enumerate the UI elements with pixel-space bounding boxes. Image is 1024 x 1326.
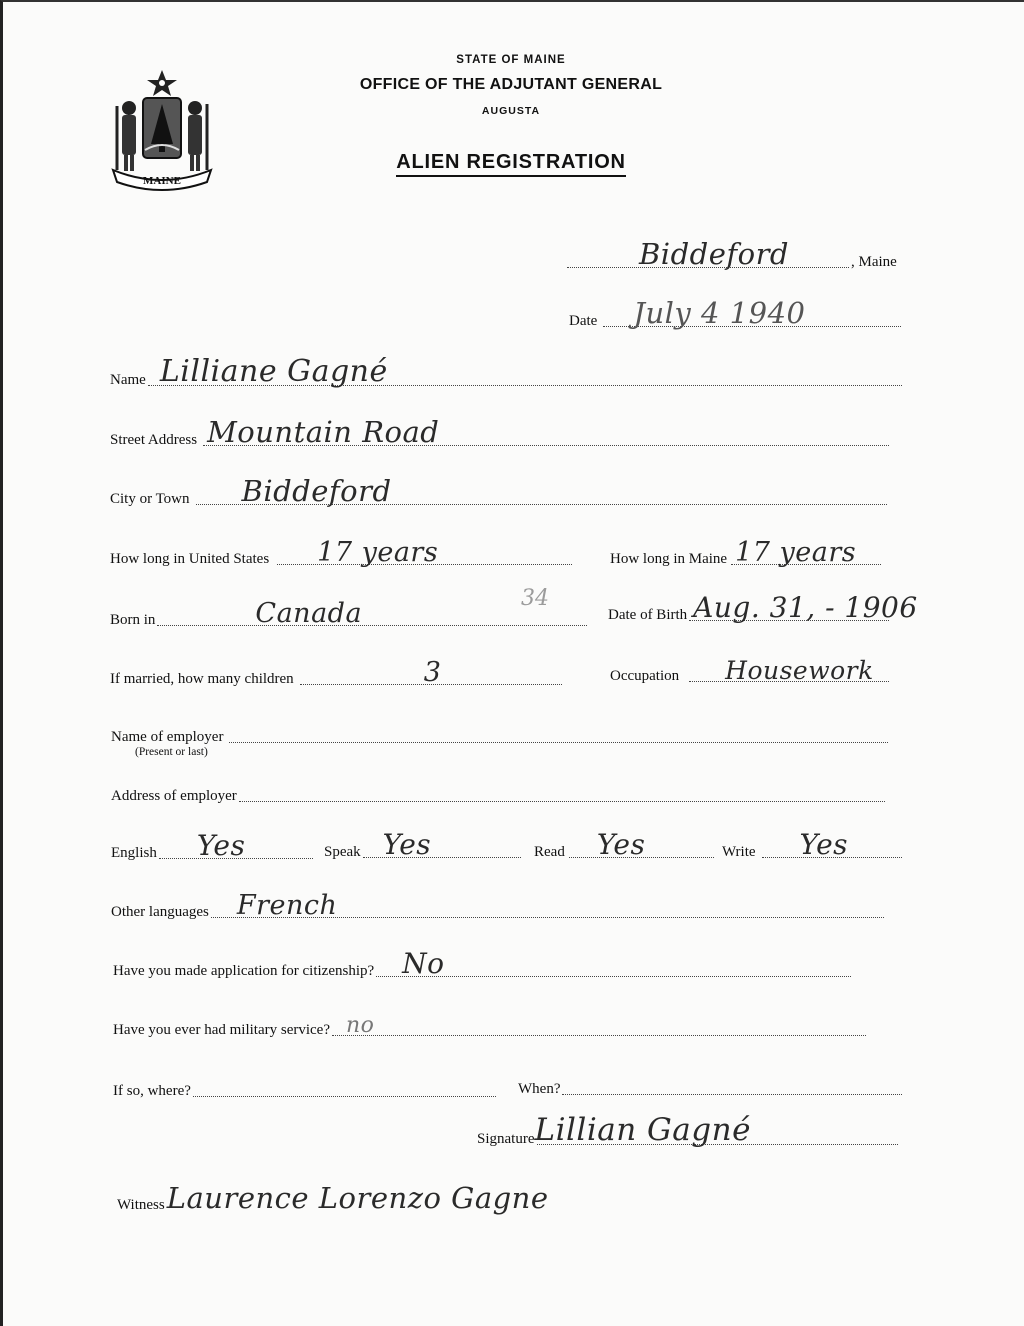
dob-label: Date of Birth <box>608 607 688 623</box>
dob-row <box>608 591 918 624</box>
occupation-row <box>610 656 889 685</box>
employer-sublabel: (Present or last) <box>135 746 208 758</box>
where-line[interactable] <box>193 1095 496 1097</box>
office-name: OFFICE OF THE ADJUTANT GENERAL <box>359 76 663 93</box>
born-in-label: Born in <box>110 612 156 628</box>
years-us-line[interactable] <box>277 537 572 568</box>
form-title: ALIEN REGISTRATION <box>0 151 1023 174</box>
city-row <box>110 474 887 508</box>
write-value: Yes <box>799 828 849 861</box>
years-us-value: 17 years <box>317 537 439 568</box>
read-value: Yes <box>596 828 646 861</box>
read-label: Read <box>534 844 565 860</box>
witness-line[interactable] <box>165 1181 549 1215</box>
signature-label: Signature <box>477 1131 535 1147</box>
write-label: Write <box>722 844 756 860</box>
street-value: Mountain Road <box>207 415 440 449</box>
years-maine-label: How long in Maine <box>610 551 728 567</box>
speak-line[interactable] <box>363 828 521 861</box>
children-label: If married, how many children <box>110 671 294 687</box>
other-languages-label: Other languages <box>111 904 209 920</box>
other-languages-row <box>111 890 884 921</box>
date-value: July 4 1940 <box>633 296 806 330</box>
date-label: Date <box>569 313 598 329</box>
military-label: Have you ever had military service? <box>113 1022 330 1038</box>
when-row <box>518 1082 902 1097</box>
english-label: English <box>111 845 157 861</box>
signature-line[interactable] <box>534 1112 898 1148</box>
where-row <box>113 1084 496 1099</box>
signature-value: Lillian Gagné <box>534 1112 751 1148</box>
employer-address-row <box>111 789 885 804</box>
date-row <box>569 296 901 330</box>
employer-address-line[interactable] <box>239 800 885 802</box>
dob-value: Aug. 31, - 1906 <box>693 591 918 624</box>
occupation-line[interactable] <box>689 656 889 685</box>
occupation-label: Occupation <box>610 668 680 684</box>
city-name: AUGUSTA <box>481 105 541 117</box>
citizenship-value: No <box>402 947 445 980</box>
children-row <box>110 657 562 688</box>
citizenship-line[interactable] <box>376 947 851 980</box>
military-line[interactable] <box>332 1013 866 1038</box>
signature-row <box>477 1112 898 1148</box>
witness-row <box>117 1181 549 1215</box>
born-in-value: Canada <box>255 598 363 629</box>
years-maine-value: 17 years <box>735 537 857 568</box>
employer-row <box>111 730 888 745</box>
speak-row <box>324 828 521 861</box>
speak-value: Yes <box>382 828 432 861</box>
name-label: Name <box>110 372 146 388</box>
children-line[interactable] <box>300 657 562 688</box>
place-line[interactable] <box>567 237 849 271</box>
read-row <box>534 828 714 861</box>
english-line[interactable] <box>159 829 313 862</box>
years-us-row <box>110 537 572 568</box>
years-maine-line[interactable] <box>731 537 881 568</box>
street-line[interactable] <box>203 415 889 449</box>
street-label: Street Address <box>110 432 198 448</box>
employer-line[interactable] <box>229 741 888 743</box>
employer-label: Name of employer <box>111 729 224 745</box>
city-value: Biddeford <box>241 474 392 508</box>
military-value: no <box>346 1013 375 1038</box>
age-annotation: 34 <box>521 586 549 611</box>
name-row <box>110 354 902 389</box>
place-value: Biddeford <box>639 237 789 271</box>
when-label: When? <box>518 1081 561 1097</box>
date-line[interactable] <box>603 296 901 330</box>
street-row <box>110 415 889 449</box>
witness-value: Laurence Lorenzo Gagne <box>166 1181 549 1215</box>
occupation-value: Housework <box>725 656 874 685</box>
name-value: Lilliane Gagné <box>159 354 388 389</box>
state-name: STATE OF MAINE <box>456 54 566 66</box>
place-row <box>567 237 897 271</box>
city-line[interactable] <box>196 474 887 508</box>
place-label: , Maine <box>851 254 897 270</box>
english-value: Yes <box>196 829 246 862</box>
citizenship-label: Have you made application for citizenship? <box>113 963 375 979</box>
years-maine-row <box>610 537 881 568</box>
city-label: City or Town <box>110 491 190 507</box>
write-line[interactable] <box>762 828 902 861</box>
citizenship-row <box>113 947 851 980</box>
years-us-label: How long in United States <box>110 551 270 567</box>
speak-label: Speak <box>324 844 361 860</box>
other-languages-line[interactable] <box>211 890 884 921</box>
employer-address-label: Address of employer <box>111 788 237 804</box>
children-value: 3 <box>423 657 442 688</box>
where-label: If so, where? <box>113 1083 191 1099</box>
military-row <box>113 1013 866 1038</box>
english-row <box>111 829 313 862</box>
name-line[interactable] <box>148 354 902 389</box>
other-languages-value: French <box>236 890 338 921</box>
read-line[interactable] <box>569 828 714 861</box>
write-row <box>722 828 902 861</box>
dob-line[interactable] <box>689 591 918 624</box>
when-line[interactable] <box>562 1093 902 1095</box>
svg-text:MAINE: MAINE <box>143 175 181 187</box>
witness-label: Witness <box>117 1197 165 1213</box>
